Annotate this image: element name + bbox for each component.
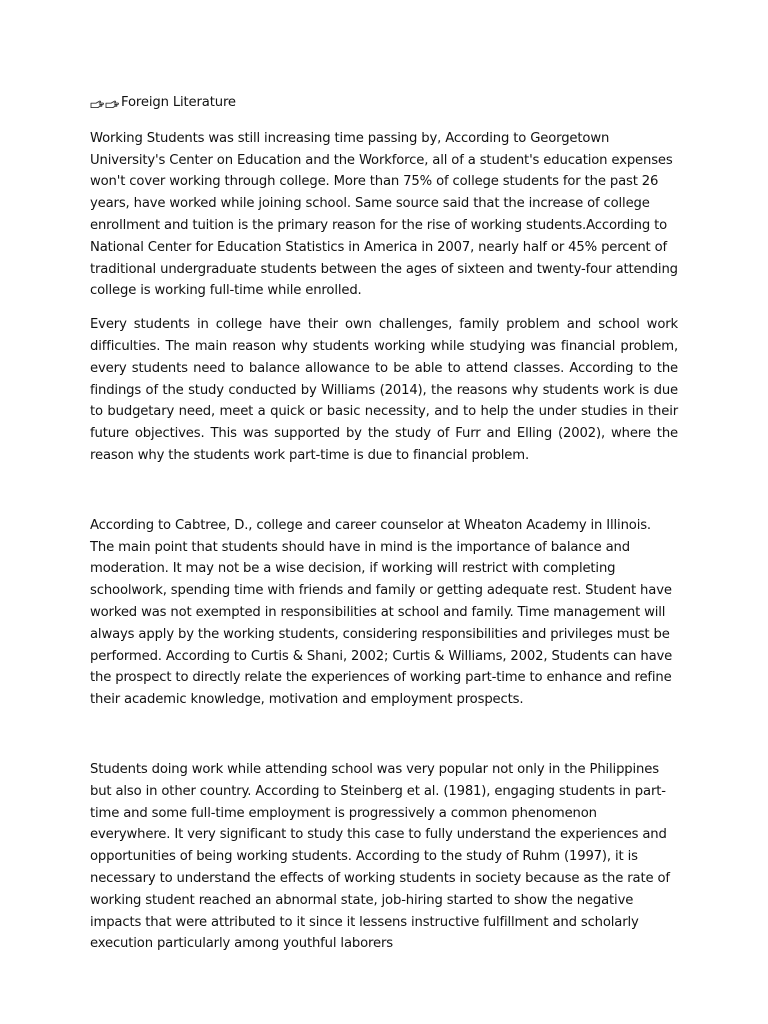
pointing-hand-icon: [90, 99, 104, 109]
paragraph-financial-reasons: Every students in college have their own challenges, family problem and school work difficulties. The main reason why students working while studying was financial problem, every students need to balance allowance to be able to attend classes. According to the findings of the study conducted by Williams (2014), the reasons why students work is due to budgetary need, meet a quick or basic necessity, and to help the under studies in their future objectives. This was supported by the study of Furr and Elling (2002), where the reason why the students work part-time is due to financial problem.: [90, 317, 678, 463]
paragraph-popularity-effects: Students doing work while attending school was very popular not only in the Philippines but also in other country. According to Steinberg et al. (1981), engaging students in part-time and some full-time employment is progressively a common phenomenon everywhere. It very significant to study this case to fully understand the experiences and opportunities of being working students. According to the study of Ruhm (1997), it is necessary to understand the effects of working students in society because as the rate of working student reached an abnormal state, job-hiring started to show the negative impacts that were attributed to it since it lessens instructive fulfillment and scholarly execution particularly among youthful laborers: [90, 761, 670, 952]
document-page: [90, 92, 678, 955]
section-heading: [90, 92, 678, 114]
paragraph-working-students-trends: Working Students was still increasing time passing by, According to Georgetown University's Center on Education and the Workforce, all of a student's education expenses won't cover working through college. More than 75% of college students for the past 26 years, have worked while joining school. Same source said that the increase of college enrollment and tuition is the primary reason for the rise of working students.According to National Center for Education Statistics in America in 2007, nearly half or 45% percent of traditional undergraduate students between the ages of sixteen and twenty-four attending college is working full-time while enrolled.: [90, 130, 678, 299]
heading-icons: [90, 98, 119, 108]
heading-title: Foreign Literature: [121, 95, 236, 110]
paragraph-balance-moderation: According to Cabtree, D., college and career counselor at Wheaton Academy in Illinois. The main point that students should have in mind is the importance of balance and moderation. It may not be a wise decision, if working will restrict with completing schoolwork, spending time with friends and family or getting adequate rest. Student have worked was not exempted in responsibilities at school and family. Time management will always apply by the working students, considering responsibilities and privileges must be performed. According to Curtis & Shani, 2002; Curtis & Williams, 2002, Students can have the prospect to directly relate the experiences of working part-time to enhance and refine their academic knowledge, motivation and employment prospects.: [90, 517, 673, 708]
pointing-hand-icon: [105, 99, 119, 109]
